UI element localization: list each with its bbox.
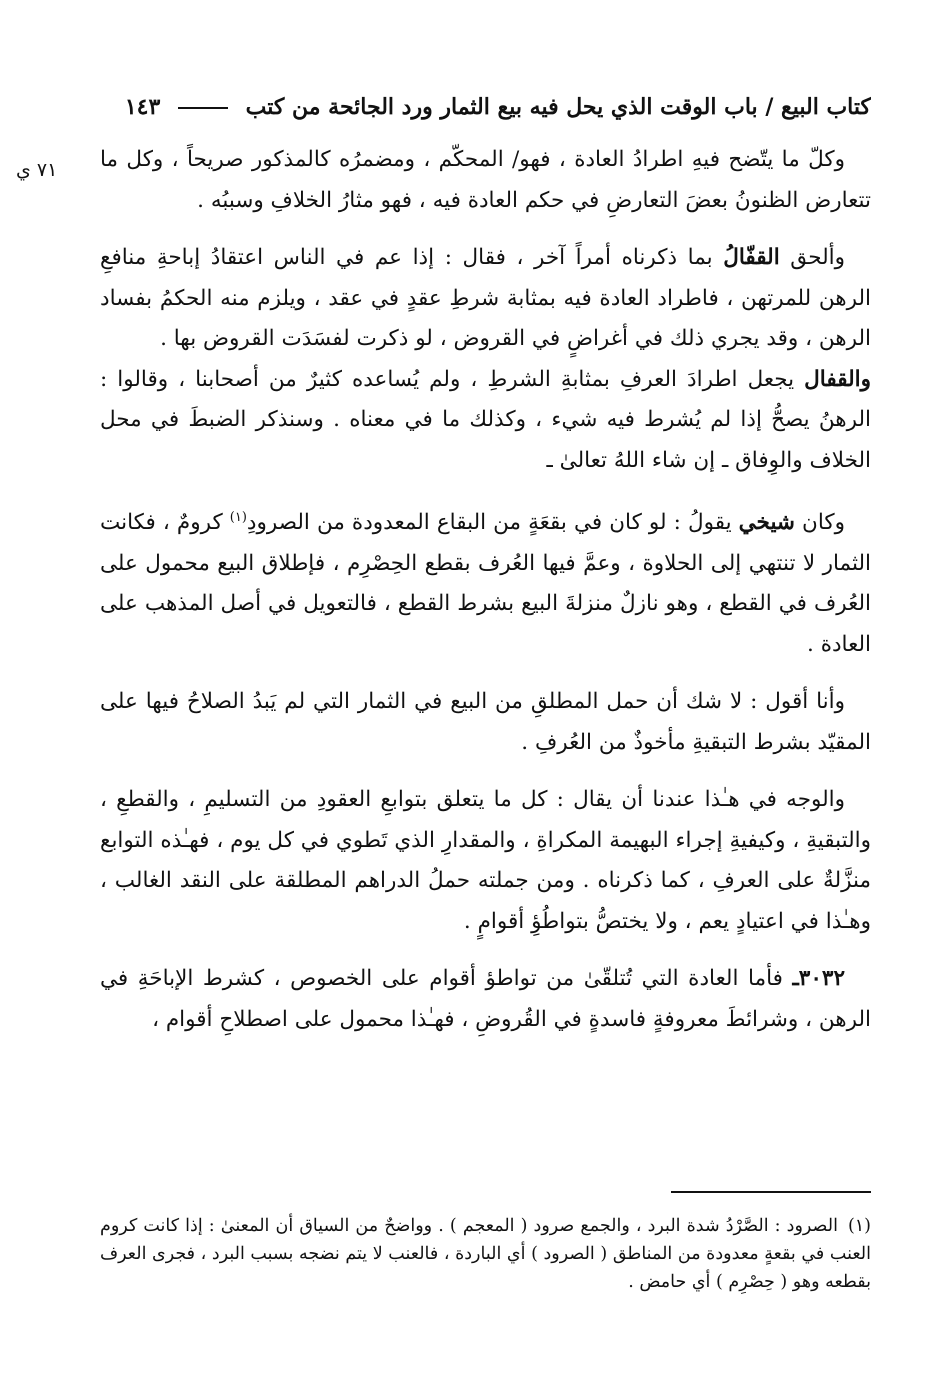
running-header (100, 92, 871, 122)
paragraph-5: وأنا أقول : لا شك أن حمل المطلقِ من البيع في الثمار التي لم يَبدُ الصلاحُ فيها على المقيّد بشرط التبقيةِ مأخوذٌ من العُرفِ . (100, 689, 871, 755)
paragraph-2: وألحق القفّالُ بما ذكرناه أمراً آخر ، فقال : إذا عم في الناس اعتقادُ إباحةِ منافعِ الرهن للمرتهن ، فاطراد العادة فيه بمثابة شرطِ عقدٍ في عقد ، ويلزم منه الحكمُ بفساد الرهن ، وقد يجري ذلك في أغراضٍ في القروض ، لو ذكرت لفسَدَت القروض بها . (100, 245, 871, 351)
section-number: ٣٠٣٢ـ (792, 966, 845, 992)
footnote-text: الصرود : الصَّرْدُ شدة البرد ، والجمع صرود ( المعجم ) . وواضحٌ من السياق أن المعنىٰ : إذا كانت كروم العنب في بقعةٍ معدودة من المناطق ( الصرود ) أي الباردة ، فالعنب لا يتم نضجه بسبب البرد ، فجرى العرف بقطعه وهو ( حِصْرِم ) أي حامض . (100, 1216, 871, 1292)
paragraph-4: وكان شيخي يقولُ : لو كان في بقعَةٍ من البقاع المعدودة من الصرودِ$^{(١)}$ كرومٌ ، فكانت الثمار لا تنتهي إلى الحلاوة ، وعمَّ فيها العُرف بقطع الحِصْرِم ، فإطلاق البيع محمول على العُرف في القطع ، وهو نازلٌ منزلةَ البيع بشرط القطع ، فالتعويل في أصل المذهب على العادة . (100, 510, 872, 657)
paragraph-7: ٣٠٣٢ـ فأما العادة التي تُتلقّىٰ من تواطؤ أقوام على الخصوص ، كشرط الإباحَةِ في الرهن ، وشرائطَ معروفةٍ فاسدةٍ في القُروضِ ، فهـٰذا محمول على اصطلاحِ أقوام ، (100, 966, 871, 1032)
body-text (100, 140, 871, 1057)
header-title: كتاب البيع / باب الوقت الذي يحل فيه بيع الثمار ورد الجائحة من كتب (245, 94, 871, 120)
scholar-name: والقفال (804, 366, 871, 392)
footnote-number: (١) (847, 1216, 871, 1236)
scholar-name: شيخي (738, 510, 795, 536)
page-number: ١٤٣ (124, 94, 161, 120)
footnote-divider (671, 1191, 871, 1193)
header-dash (178, 107, 228, 109)
footnote (100, 1212, 871, 1296)
scholar-name: القفّالُ (723, 245, 780, 270)
paragraph-1: وكلّ ما يتّضح فيهِ اطرادُ العادة ، فهو/ المحكّم ، ومضمرُه كالمذكور صريحاً ، وكل ما تتعارض الظنونُ بعضَ التعارضِ في حكم العادة فيه ، فهو مثارُ الخلافِ وسببُه . (100, 147, 871, 213)
margin-note: ٧١ ي (16, 159, 58, 181)
footnote-ref: (١) (229, 510, 247, 525)
paragraph-6: والوجه في هـٰذا عندنا أن يقال : كل ما يتعلق بتوابعِ العقودِ من التسليمِ ، والقطعِ ، والتبقيةِ ، وكيفيةِ إجراء البهيمة المكراةِ ، والمقدارِ الذي تَطوي في كل يوم ، فهـٰذه التوابع منزَّلةٌ على العرفِ ، كما ذكرناه . ومن جملته حملُ الدراهم المطلقة على النقد الغالب ، وهـٰذا في اعتيادٍ يعم ، ولا يختصُّ بتواطُؤِ أقوامٍ . (100, 787, 871, 934)
paragraph-3: والقفال يجعل اطرادَ العرفِ بمثابةِ الشرطِ ، ولم يُساعده كثيرٌ من أصحابنا ، وقالوا : الرهنُ يصحُّ إذا لم يُشرط فيه شيء ، وكذلك ما في معناه . وسنذكر الضبطَ في محل الخلاف والوِفاق ـ إن شاء اللهُ تعالىٰ ـ (100, 366, 871, 473)
